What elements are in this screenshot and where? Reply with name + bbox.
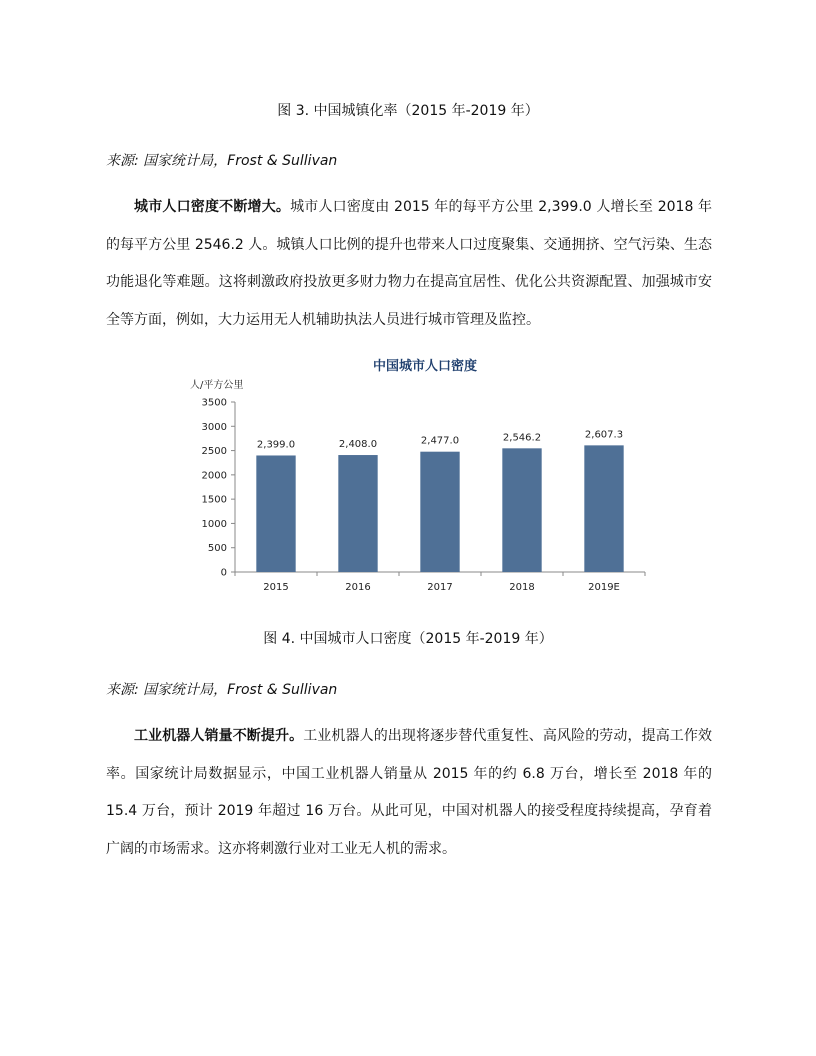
- x-tick-label: 2015: [263, 582, 289, 593]
- y-tick-label: 500: [207, 543, 227, 555]
- paragraph-lead: 城市人口密度不断增大。: [134, 199, 291, 215]
- x-tick-label: 2019E: [588, 582, 620, 593]
- chart-title: 中国城市人口密度: [372, 359, 478, 374]
- paragraph-lead: 工业机器人销量不断提升。: [134, 728, 304, 744]
- x-tick-label: 2018: [509, 582, 535, 593]
- population-density-chart: [180, 350, 660, 600]
- figure-3-caption: 图 3. 中国城镇化率（2015 年-2019 年）: [277, 103, 539, 119]
- bar-value-label: 2,399.0: [256, 439, 296, 451]
- bar-value-label: 2,607.3: [584, 429, 624, 441]
- bar: [502, 448, 541, 572]
- y-tick-label: 0: [220, 567, 227, 579]
- bar: [420, 452, 459, 572]
- y-tick-label: 1500: [201, 494, 227, 506]
- bar-value-label: 2,408.0: [338, 439, 378, 451]
- y-tick-label: 2500: [201, 446, 227, 458]
- bar-value-label: 2,477.0: [420, 435, 460, 447]
- bar: [338, 455, 377, 572]
- bar: [256, 455, 295, 572]
- y-tick-label: 1000: [201, 518, 227, 530]
- paragraph-industrial-robots: [106, 718, 712, 868]
- paragraph-population-density: [106, 189, 712, 339]
- figure-4-caption: 图 4. 中国城市人口密度（2015 年-2019 年）: [263, 631, 553, 647]
- y-tick-label: 3000: [201, 421, 227, 433]
- y-axis-label: 人/平方公里: [190, 380, 244, 391]
- bar-value-label: 2,546.2: [502, 432, 542, 444]
- y-tick-label: 2000: [201, 470, 227, 482]
- plot-area: [202, 398, 645, 594]
- figure-3-source: 来源: 国家统计局，Frost & Sullivan: [106, 153, 338, 169]
- bar: [584, 445, 623, 572]
- paragraph-body: 城市人口密度由 2015 年的每平方公里 2,399.0 人增长至 2018 年的每平方公里 2546.2 人。城镇人口比例的提升也带来人口过度聚集、交通拥挤、空气污染、生态功能退化等难题。这将刺激政府投放更多财力物力在提高宜居性、优化公共资源配置、加强城市安全等方面，例如，大力运用无人机辅助执法人员进行城市管理及监控。: [106, 199, 712, 328]
- y-tick-label: 3500: [201, 397, 227, 409]
- x-tick-label: 2017: [427, 582, 453, 593]
- x-tick-label: 2016: [345, 582, 371, 593]
- figure-4-source: 来源: 国家统计局，Frost & Sullivan: [106, 682, 338, 698]
- paragraph-body: 工业机器人的出现将逐步替代重复性、高风险的劳动，提高工作效率。国家统计局数据显示，中国工业机器人销量从 2015 年的约 6.8 万台，增长至 2018 年的 15.4 万台，预计 2019 年超过 16 万台。从此可见，中国对机器人的接受程度持续提高，孕育着广阔的市场需求。这亦将刺激行业对工业无人机的需求。: [106, 728, 713, 857]
